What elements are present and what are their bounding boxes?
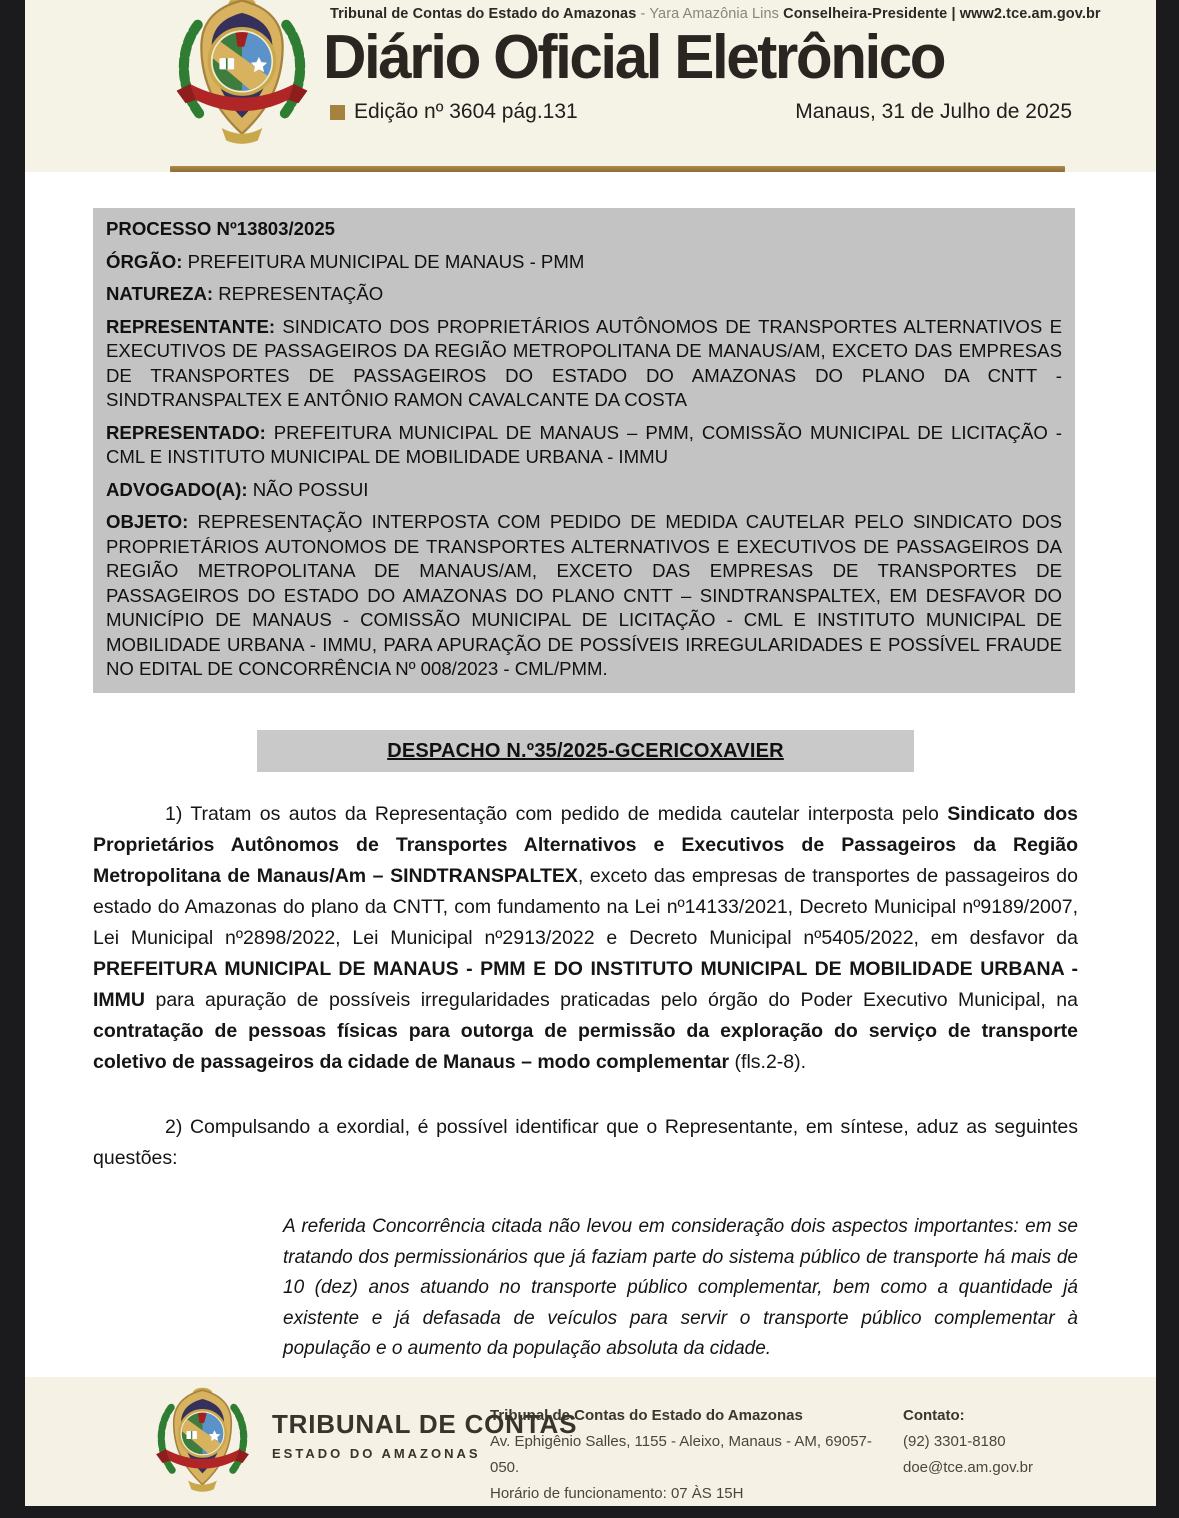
frame-bottom-bar [0,1506,1179,1518]
despacho-paragraph-2: 2) Compulsando a exordial, é possível identificar que o Representante, em síntese, aduz as seguintes questões: [93,1116,1078,1169]
field-row-objeto [106,510,1062,682]
masthead-subrow [330,100,1072,124]
footer-org-name: Tribunal de Contas do Estado do Amazonas [490,1407,803,1424]
frame-right-bar [1156,0,1179,1518]
field-value: REPRESENTAÇÃO [218,283,384,304]
masthead [25,0,1156,172]
president-title-url: Conselheira-Presidente | www2.tce.am.gov.br [783,6,1101,22]
edition-label: Edição nº 3604 pág.131 [354,100,578,123]
field-label: ADVOGADO(A): [106,478,248,500]
edition-wrap [330,100,578,124]
field-row-orgao [106,250,1062,275]
footer-brand-name: TRIBUNAL DE CONTAS [272,1409,578,1439]
masthead-org: Tribunal de Contas do Estado do Amazonas [330,6,637,22]
process-info-box [93,208,1075,693]
place-date: Manaus, 31 de Julho de 2025 [795,100,1072,123]
p1-seg-bold: contratação de pessoas físicas para outorga de permissão da exploração do serviço de transporte coletivo de passageiros da cidade de Manaus – modo complementar [93,1020,1078,1073]
frame-left-bar [0,0,25,1518]
footer-contact-label: Contato: [903,1407,965,1424]
field-label: NATUREZA: [106,283,214,304]
coat-of-arms-icon [150,1387,255,1499]
p1-seg: 1) Tratam os autos da Representação com pedido de medida cautelar interposta pelo [165,803,948,825]
field-value: PREFEITURA MUNICIPAL DE MANAUS - PMM [187,250,585,272]
field-row-representante [106,315,1062,413]
field-label: REPRESENTANTE: [106,315,276,337]
p1-seg: para apuração de possíveis irregularidades praticadas pelo órgão do Poder Executivo Municipal, na [145,989,1078,1011]
field-value: SINDICATO DOS PROPRIETÁRIOS AUTÔNOMOS DE TRANSPORTES ALTERNATIVOS E EXECUTIVOS DE PASSAGEIROS DA REGIÃO METROPOLITANA DE MANAUS/AM, EXCETO DAS EMPRESAS DE TRANSPORTES DE PASSAGEIROS DO ESTADO DO AMAZONAS DO PLANO DA CNTT - SINDTRANSPALTEX E ANTÔNIO RAMON CAVALCANTE DA COSTA [106,315,1062,410]
field-label: OBJETO: [106,511,189,532]
p1-seg: (fls.2-8). [729,1051,807,1073]
field-row-natureza [106,282,1062,307]
p1-seg: , exceto das empresas de transportes de passageiros do estado do Amazonas do plano da CNTT, com fundamento na Lei nº14133/2021, Decreto Municipal nº9189/2007, Lei Municipal nº2898/2022, Lei Municipal nº2913/2022 e Decreto Municipal nº5405/2022, em desfavor da [93,865,1078,949]
field-value: REPRESENTAÇÃO INTERPOSTA COM PEDIDO DE MEDIDA CAUTELAR PELO SINDICATO DOS PROPRIETÁRIOS AUTONOMOS DE TRANSPORTES ALTERNATIVOS E EXECUTIVOS DE PASSAGEIROS DA REGIÃO METROPOLITANA DE MANAUS/AM, EXCETO DAS EMPRESAS DE TRANSPORTES DE PASSAGEIROS DO ESTADO DO AMAZONAS DO PLANO CNTT – SINDTRANSPALTEX, EM DESFAVOR DO MUNICÍPIO DE MANAUS - COMISSÃO MUNICIPAL DE LICITAÇÃO - CML E INSTITUTO MUNICIPAL DE MOBILIDADE URBANA - IMMU, PARA APURAÇÃO DE POSSÍVEIS IRREGULARIDADES E POSSÍVEL FRAUDE NO EDITAL DE CONCORRÊNCIA Nº 008/2023 - CML/PMM. [106,511,1062,679]
gold-square-bullet-icon [330,105,345,120]
footer-phone: (92) 3301-8180 [903,1433,1006,1450]
field-label: ÓRGÃO: [106,250,183,272]
p1-seg-bold: Sindicato dos Proprietários Autônomos de Transportes Alternativos e Executivos de Passageiros da Região Metropolitana de Manaus/Am – SINDTRANSPALTEX [93,803,1078,887]
process-number: PROCESSO Nº13803/2025 [106,218,336,239]
gold-divider [170,166,1065,172]
masthead-separator: - [636,6,650,22]
representation-quote: A referida Concorrência citada não levou em consideração dois aspectos importantes: em se tratando dos permissionários que já faziam parte do sistema público de transporte há mais de 10 (dez) anos atuando no transporte público complementar, bem como a quantidade já existente e já defasada de veículos para servir o transporte público complementar à população e o aumento da população absoluta da cidade. [283,1216,1078,1359]
field-value: PREFEITURA MUNICIPAL DE MANAUS – PMM, COMISSÃO MUNICIPAL DE LICITAÇÃO - CML E INSTITUTO MUNICIPAL DE MOBILIDADE URBANA - IMMU [106,421,1062,467]
footer-address-block [490,1403,890,1507]
field-row-advogado [106,478,1062,503]
masthead-topline [330,6,1101,22]
process-number-row [106,217,1062,242]
despacho-heading-bar [257,730,914,772]
field-row-representado [106,421,1062,470]
footer-hours: Horário de funcionamento: 07 ÀS 15H [490,1485,744,1502]
gazette-title: Diário Oficial Eletrônico [323,23,945,92]
footer-address: Av. Ephigênio Salles, 1155 - Aleixo, Manaus - AM, 69057-050. [490,1433,872,1476]
field-value: NÃO POSSUI [252,478,369,500]
coat-of-arms-icon [153,0,331,154]
field-label: REPRESENTADO: [106,421,266,443]
footer [25,1377,1156,1506]
footer-contact-block [903,1403,1133,1481]
footer-brand-sub: ESTADO DO AMAZONAS [272,1446,481,1461]
despacho-paragraph-1 [93,799,1078,1078]
p1-seg-bold: PREFEITURA MUNICIPAL DE MANAUS - PMM E DO INSTITUTO MUNICIPAL DE MOBILIDADE URBANA - IMMU [93,958,1078,1011]
despacho-heading: DESPACHO N.º35/2025-GCERICOXAVIER [387,739,784,762]
president-name: Yara Amazônia Lins [649,6,784,22]
footer-email: doe@tce.am.gov.br [903,1459,1034,1476]
